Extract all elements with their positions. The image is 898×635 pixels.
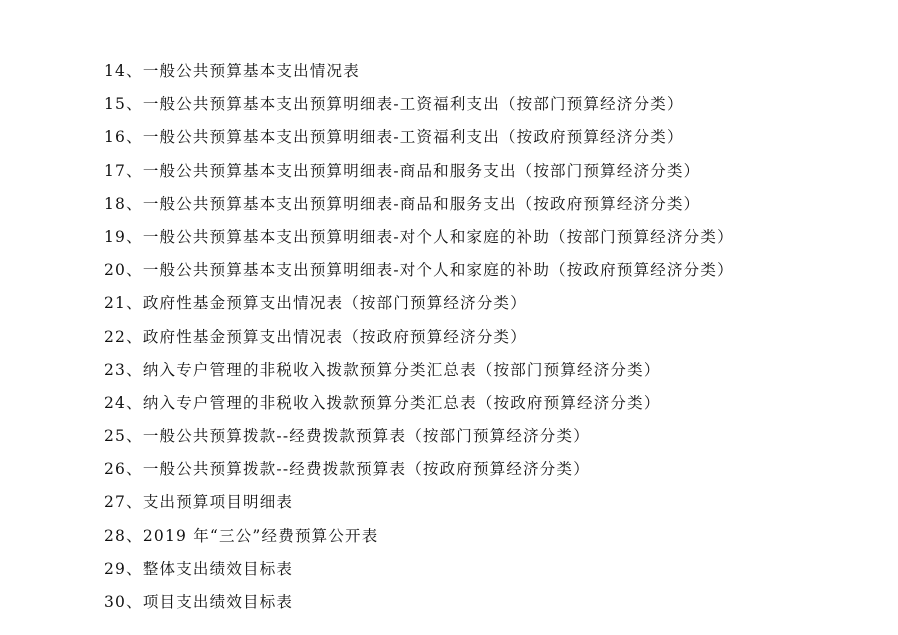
list-item: 18、一般公共预算基本支出预算明细表-商品和服务支出（按政府预算经济分类） [104,194,701,213]
table-list [104,57,734,621]
list-item: 28、2019 年“三公”经费预算公开表 [104,526,379,545]
list-item: 22、政府性基金预算支出情况表（按政府预算经济分类） [104,327,527,346]
list-item: 23、纳入专户管理的非税收入拨款预算分类汇总表（按部门预算经济分类） [104,360,661,379]
list-item: 30、项目支出绩效目标表 [104,593,294,611]
list-item: 26、一般公共预算拨款--经费拨款预算表（按政府预算经济分类） [104,460,590,479]
list-item: 29、整体支出绩效目标表 [104,559,294,578]
list-item: 21、政府性基金预算支出情况表（按部门预算经济分类） [104,294,527,313]
list-item: 25、一般公共预算拨款--经费拨款预算表（按部门预算经济分类） [104,427,590,446]
list-item: 20、一般公共预算基本支出预算明细表-对个人和家庭的补助（按政府预算经济分类） [104,261,734,280]
list-item: 15、一般公共预算基本支出预算明细表-工资福利支出（按部门预算经济分类） [104,95,684,114]
list-item: 19、一般公共预算基本支出预算明细表-对个人和家庭的补助（按部门预算经济分类） [104,227,734,246]
list-item: 17、一般公共预算基本支出预算明细表-商品和服务支出（按部门预算经济分类） [104,161,701,180]
list-item: 24、纳入专户管理的非税收入拨款预算分类汇总表（按政府预算经济分类） [104,393,661,412]
list-item: 16、一般公共预算基本支出预算明细表-工资福利支出（按政府预算经济分类） [104,128,684,147]
list-item: 14、一般公共预算基本支出情况表 [104,62,360,80]
list-item: 27、支出预算项目明细表 [104,493,294,512]
